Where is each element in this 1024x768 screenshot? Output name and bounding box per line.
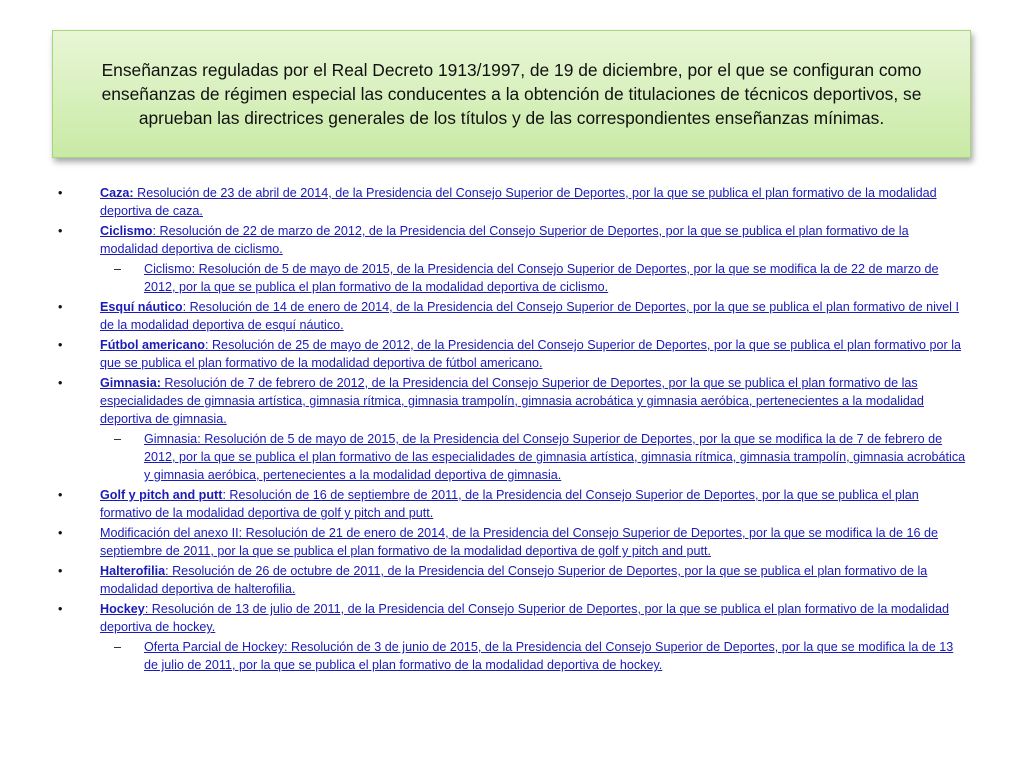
item-label: Gimnasia: [100,376,161,390]
item-label: Golf y pitch and putt [100,488,223,502]
item-text: : Resolución de 22 de marzo de 2012, de la Presidencia del Consejo Superior de Deportes, por la que se publica el plan formativo de la modalidad deportiva de ciclismo. [100,224,909,256]
title-box [52,30,971,158]
item-label: Fútbol americano [100,338,205,352]
gimnasia-link[interactable] [100,376,924,426]
bullet-icon: • [58,338,63,352]
item-text: : Resolución de 13 de julio de 2011, de la Presidencia del Consejo Superior de Deportes, por la que se publica el plan formativo de la modalidad deportiva de hockey. [100,602,949,634]
esqui-nautico-link[interactable] [100,300,959,332]
item-text: : Resolución de 14 de enero de 2014, de la Presidencia del Consejo Superior de Deportes, por la que se publica el plan formativo de nivel I de la modalidad deportiva de esquí náutico. [100,300,959,332]
item-text: : Resolución de 26 de octubre de 2011, de la Presidencia del Consejo Superior de Deportes, por la que se publica el plan formativo de la modalidad deportiva de halterofilia. [100,564,928,596]
item-label: Esquí náutico [100,300,183,314]
item-label: Hockey [100,602,145,616]
halterofilia-link[interactable] [100,564,927,596]
dash-icon: – [114,262,122,276]
slide-title: Enseñanzas reguladas por el Real Decreto 1913/1997, de 19 de diciembre, por el que se configuran como enseñanzas de régimen especial las conducentes a la obtención de titulaciones de técnicos deportivos, se aprueban las directrices generales de los títulos y de las correspondientes enseñanzas mínimas. [101,60,922,128]
golf-link[interactable] [100,488,919,520]
list-item-halterofilia [58,562,968,598]
bullet-icon: • [58,376,63,390]
item-label: Caza: [100,186,134,200]
item-text: Resolución de 23 de abril de 2014, de la Presidencia del Consejo Superior de Deportes, por la que se publica el plan formativo de la modalidad deportiva de caza. [100,186,937,218]
ciclismo-2015-link[interactable]: Ciclismo: Resolución de 5 de mayo de 2015, de la Presidencia del Consejo Superior de Deportes, por la que se modifica la de 22 de marzo de 2012, por la que se publica el plan formativo de la modalidad deportiva de ciclismo. [144,262,939,294]
list-item-hockey [58,600,968,636]
dash-icon: – [114,432,122,446]
item-label: Ciclismo [100,224,153,238]
bullet-icon: • [58,186,63,200]
sub-item-gimnasia-2015 [58,430,968,484]
item-text: : Resolución de 25 de mayo de 2012, de la Presidencia del Consejo Superior de Deportes, por la que se publica el plan formativo por la que se publica el plan formativo de la modalidad deportiva de fútbol americano. [100,338,962,370]
list-item-golf [58,486,968,522]
dash-icon: – [114,640,122,654]
hockey-link[interactable] [100,602,949,634]
modificacion-anexo-link[interactable]: Modificación del anexo II: Resolución de 21 de enero de 2014, de la Presidencia del Consejo Superior de Deportes, por la que se modifica la de 16 de septiembre de 2011, por la que se publica el plan formativo de la modalidad deportiva de golf y pitch and putt. [100,526,939,558]
item-text: : Resolución de 16 de septiembre de 2011, de la Presidencia del Consejo Superior de Deportes, por la que se publica el plan formativo de la modalidad deportiva de golf y pitch and putt. [100,488,919,520]
bullet-icon: • [58,488,63,502]
list-item-esqui-nautico [58,298,968,334]
sub-item-hockey-2015 [58,638,968,674]
futbol-americano-link[interactable] [100,338,961,370]
resolution-list [58,184,968,676]
list-item-futbol-americano [58,336,968,372]
bullet-icon: • [58,602,63,616]
list-item-modificacion-anexo [58,524,968,560]
caza-link[interactable] [100,186,937,218]
oferta-parcial-hockey-link[interactable]: Oferta Parcial de Hockey: Resolución de 3 de junio de 2015, de la Presidencia del Consejo Superior de Deportes, por la que se modifica la de 13 de julio de 2011, por la que se publica el plan formativo de la modalidad deportiva de hockey. [144,640,954,672]
ciclismo-link[interactable] [100,224,909,256]
bullet-icon: • [58,224,63,238]
list-item-ciclismo [58,222,968,258]
bullet-icon: • [58,564,63,578]
bullet-icon: • [58,300,63,314]
sub-item-ciclismo-2015 [58,260,968,296]
list-item-caza [58,184,968,220]
list-item-gimnasia [58,374,968,428]
bullet-icon: • [58,526,63,540]
item-text: Resolución de 7 de febrero de 2012, de la Presidencia del Consejo Superior de Deportes, por la que se publica el plan formativo de las especialidades de gimnasia artística, gimnasia rítmica, gimnasia trampolín, gimnasia acrobática y gimnasia aeróbica, pertenecientes a la modalidad deportiva de gimnasia. [100,376,924,426]
gimnasia-2015-link[interactable]: Gimnasia: Resolución de 5 de mayo de 2015, de la Presidencia del Consejo Superior de Deportes, por la que se modifica la de 7 de febrero de 2012, por la que se publica el plan formativo de las especialidades de gimnasia artística, gimnasia rítmica, gimnasia trampolín, gimnasia acrobática y gimnasia aeróbica, pertenecientes a la modalidad deportiva de gimnasia. [144,432,966,482]
item-label: Halterofilia [100,564,166,578]
